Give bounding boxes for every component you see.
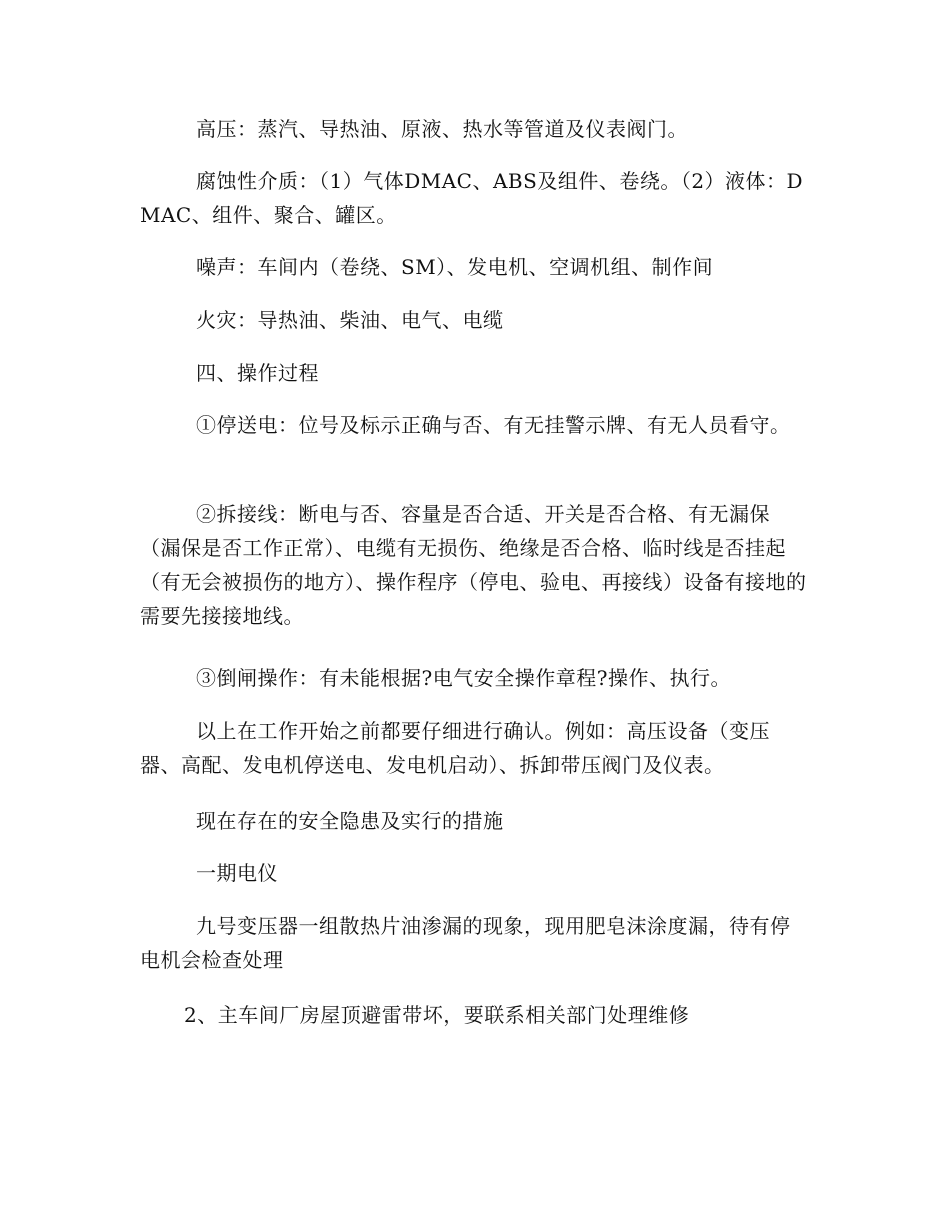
paragraph-phase-one-electrical: 一期电仪 (196, 861, 278, 885)
paragraph-fire: 火灾：导热油、柴油、电气、电缆 (196, 308, 504, 332)
paragraph-corrosive-media: 腐蚀性介质：（1）气体DMAC、ABS及组件、卷绕。（2）液体：DMAC、组件、聚合、罐区。 (140, 169, 804, 227)
paragraph-wiring: ②拆接线：断电与否、容量是否合适、开关是否合格、有无漏保（漏保是否工作正常）、电缆有无损伤、绝缘是否合格、临时线是否挂起（有无会被损伤的地方）、操作程序（停电、验电、再接线）设备有接地的需要先接接地线。 (140, 502, 807, 628)
paragraph-noise: 噪声：车间内（卷绕、SM）、发电机、空调机组、制作间 (196, 255, 714, 279)
paragraph-lightning-strip: 2、主车间厂房屋顶避雷带坏，要联系相关部门处理维修 (184, 1003, 690, 1027)
paragraph-switching-operation: ③倒闸操作：有未能根据?电气安全操作章程?操作、执行。 (196, 666, 731, 690)
paragraph-transformer-leak: 九号变压器一组散热片油渗漏的现象，现用肥皂沫涂度漏，待有停电机会检查处理 (140, 914, 791, 972)
paragraph-high-pressure: 高压：蒸汽、导热油、原液、热水等管道及仪表阀门。 (196, 117, 688, 141)
paragraph-confirmation: 以上在工作开始之前都要仔细进行确认。例如：高压设备（变压器、高配、发电机停送电、发电机启动）、拆卸带压阀门及仪表。 (140, 719, 770, 777)
paragraph-hazards-heading: 现在存在的安全隐患及实行的措施 (196, 809, 504, 833)
paragraph-power-switching: ①停送电：位号及标示正确与否、有无挂警示牌、有无人员看守。 (196, 413, 791, 437)
section-heading-operation-process: 四、操作过程 (196, 361, 319, 385)
